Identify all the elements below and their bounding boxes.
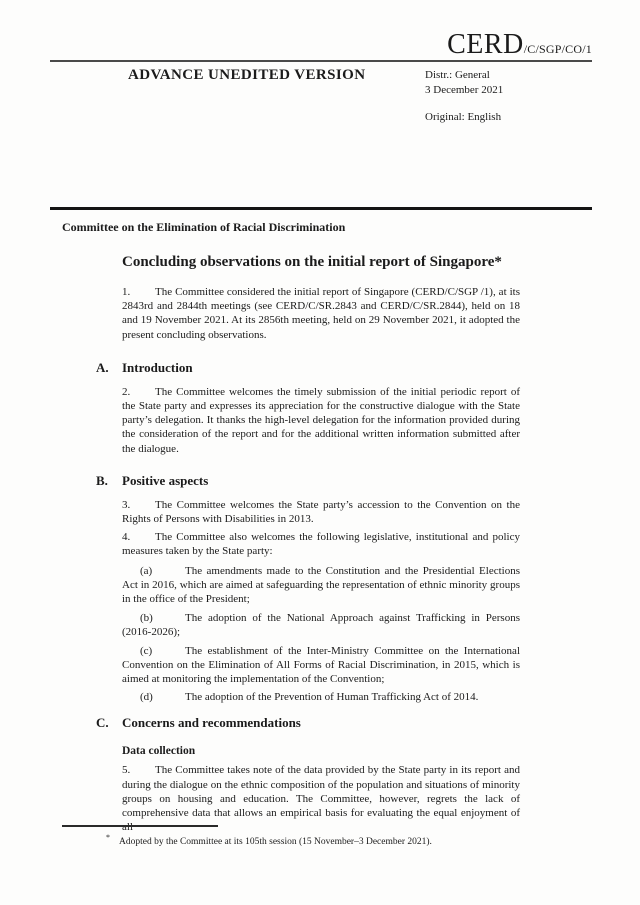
document-symbol bbox=[447, 31, 592, 59]
paragraph-number: 5. bbox=[122, 764, 131, 777]
section-c-heading bbox=[96, 714, 520, 731]
paragraph-2 bbox=[122, 385, 520, 456]
footnote-rule bbox=[62, 825, 218, 827]
subparagraph-d bbox=[122, 690, 520, 704]
header-rule bbox=[50, 60, 592, 62]
subparagraph-label: (a) bbox=[140, 564, 153, 577]
document-symbol-main: CERD bbox=[447, 29, 524, 60]
paragraph-number: 1. bbox=[122, 286, 131, 298]
section-letter: C. bbox=[96, 715, 109, 731]
paragraph-text: The Committee considered the initial report of Singapore (CERD/C/SGP /1), at its 2843rd and 2844th meetings (see CERD/C/SR.2843 and CERD/C/SR.2844), held on 18 and 19 November 2021. At its 2856th meeting, held on 29 November 2021, it adopted the present concluding observations. bbox=[122, 286, 520, 341]
subparagraph-label: (b) bbox=[140, 612, 153, 625]
paragraph-5 bbox=[122, 763, 520, 834]
original-language-line: Original: English bbox=[425, 111, 502, 123]
paragraph-number: 4. bbox=[122, 531, 131, 544]
paragraph-1 bbox=[122, 285, 520, 342]
subparagraph-c bbox=[122, 644, 520, 687]
subparagraph-text: The adoption of the Prevention of Human Trafficking Act of 2014. bbox=[185, 691, 479, 704]
paragraph-3 bbox=[122, 498, 520, 526]
subparagraph-a bbox=[122, 564, 520, 607]
section-letter: B. bbox=[96, 472, 108, 488]
section-heading-text: Positive aspects bbox=[122, 472, 209, 488]
subparagraph-label: (d) bbox=[140, 691, 153, 704]
section-heading-text: Introduction bbox=[122, 359, 193, 375]
paragraph-text: The Committee welcomes the timely submission of the initial periodic report of the State party and expresses its appreciation for the constructive dialogue with the State party’s delegation. It thanks the high-level delegation for the information provided during the consideration of the report and for the additional written information submitted after the dialogue. bbox=[122, 385, 520, 455]
subparagraph-text: The adoption of the National Approach against Trafficking in Persons (2016-2026); bbox=[122, 612, 520, 639]
subparagraph-text: The establishment of the Inter-Ministry Committee on the International Convention on the Elimination of All Forms of Racial Discrimination, in 2015, which is aimed at monitoring the implementation of the Convention; bbox=[122, 644, 520, 686]
section-heading-text: Concerns and recommendations bbox=[122, 715, 301, 731]
data-collection-subheading: Data collection bbox=[122, 745, 196, 758]
advance-unedited-label: ADVANCE UNEDITED VERSION bbox=[128, 67, 366, 83]
section-divider-rule bbox=[50, 207, 592, 210]
distribution-block bbox=[425, 68, 503, 98]
section-letter: A. bbox=[96, 359, 109, 375]
document-title: Concluding observations on the initial report of Singapore* bbox=[122, 254, 502, 270]
document-body bbox=[62, 220, 520, 834]
subparagraph-b bbox=[122, 611, 520, 639]
footnote-text: Adopted by the Committee at its 105th session (15 November–3 December 2021). bbox=[119, 837, 432, 848]
paragraph-4 bbox=[122, 530, 520, 558]
distr-line: Distr.: General bbox=[425, 69, 490, 81]
footnote-marker: * bbox=[106, 833, 110, 842]
paragraph-text: The Committee welcomes the State party’s accession to the Convention on the Rights of Persons with Disabilities in 2013. bbox=[122, 498, 520, 526]
paragraph-number: 2. bbox=[122, 385, 131, 398]
subparagraph-text: The amendments made to the Constitution and the Presidential Elections Act in 2016, which are aimed at safeguarding the representation of ethnic minority groups in the office of the President; bbox=[122, 564, 520, 606]
section-a-heading bbox=[96, 359, 520, 376]
paragraph-text: The Committee takes note of the data provided by the State party in its report and during the dialogue on the ethnic composition of the population and situations of minority groups on housing and education. The Committee, however, regrets the lack of comprehensive data that allows an empirical basis for evaluating the equal enjoyment of all bbox=[122, 764, 520, 834]
date-line: 3 December 2021 bbox=[425, 84, 504, 96]
paragraph-text: The Committee also welcomes the following legislative, institutional and policy measures taken by the State party: bbox=[122, 531, 520, 558]
section-b-heading bbox=[96, 472, 520, 489]
committee-heading: Committee on the Elimination of Racial Discrimination bbox=[62, 220, 346, 234]
paragraph-number: 3. bbox=[122, 498, 131, 511]
document-symbol-suffix: /C/SGP/CO/1 bbox=[523, 42, 592, 56]
footnote bbox=[106, 832, 536, 848]
subparagraph-label: (c) bbox=[140, 644, 153, 657]
